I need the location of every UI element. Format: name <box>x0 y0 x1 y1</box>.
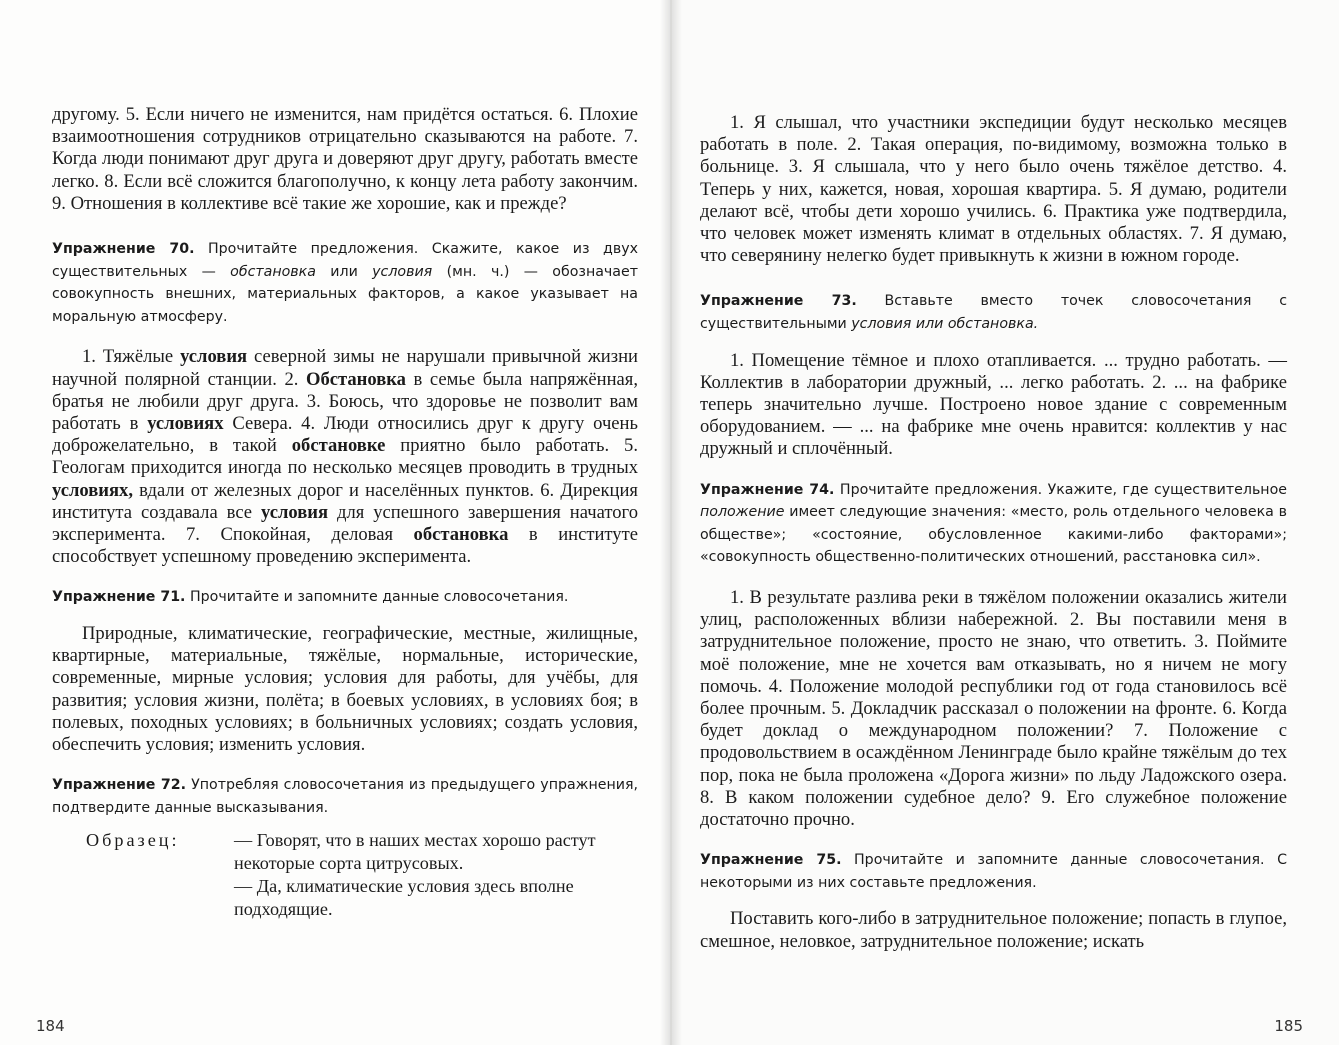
bold-term: обстановке <box>291 435 386 457</box>
exercise-73-label: Упражнение 73. <box>700 293 857 310</box>
sample-row <box>52 875 638 921</box>
exercise-75-label: Упражнение 75. <box>700 852 842 869</box>
sample-row <box>52 829 638 875</box>
exercise-70-text <box>52 346 638 568</box>
right-page <box>670 0 1339 1045</box>
exercise-74-instruction <box>700 479 1287 569</box>
right-column <box>700 112 1287 953</box>
bold-term: условиях, <box>52 479 134 501</box>
exercise-72-instruction <box>52 774 638 819</box>
instruction-text: Прочитайте и запомните данные словосочетания. С некоторыми из них составьте предложения. <box>700 852 1287 891</box>
exercise-70-instruction <box>52 238 638 328</box>
sample-spacer <box>52 875 234 921</box>
sentence-text: вдали от железных дорог и населённых пунктов. 6. Дирекция института создавала все <box>52 479 638 523</box>
bold-term: Обстановка <box>305 368 406 390</box>
exercise-74-label: Упражнение 74. <box>700 481 835 498</box>
instruction-text: Прочитайте и запомните данные словосочетания. <box>185 589 569 606</box>
exercise-72-sample <box>52 829 638 921</box>
left-column <box>52 104 638 921</box>
bold-term: условиях <box>147 413 224 434</box>
sentence-text: 1. Тяжёлые <box>82 346 181 368</box>
exercise-75-text: Поставить кого-либо в затруднительное положение; попасть в глупое, смешное, неловкое, затруднительное положение; искать <box>700 908 1287 952</box>
instruction-text: Прочитайте предложения. Укажите, где существительное <box>834 481 1287 498</box>
term-usloviya: условия <box>372 263 433 280</box>
bold-term: условия <box>180 346 248 368</box>
terms-usloviya-obstanovka: условия или обстановка. <box>851 316 1039 333</box>
book-gutter <box>660 0 682 1045</box>
instruction-text: (мн. ч.) — обозначает совокупность внешних, материальных факторов, а какое указывает на моральную атмосферу. <box>52 263 638 325</box>
sentence-text: в семье была напряжённая, братья не любили друг друга. 3. Боюсь, что здоровье не позволит вам работать в <box>52 368 638 434</box>
term-polozhenie: положение <box>700 504 785 521</box>
page-number-right: 185 <box>1274 1017 1303 1035</box>
exercise-73-text: 1. Помещение тёмное и плохо отапливается. ... трудно работать. — Коллектив в лаборатории дружный, ... легко работать. 2. ... на фабрике теперь значительно лучше. Построено новое здание с современным оборудованием. — ... на фабрике мне очень нравится: коллектив у нас дружный и сплочённый. <box>700 349 1287 460</box>
exercise-70-label: Упражнение 70. <box>52 241 195 258</box>
exercise-71-instruction <box>52 586 638 609</box>
instruction-text: или <box>315 263 373 280</box>
exercise-74-text: 1. В результате разлива реки в тяжёлом положении оказались жители улиц, расположенных вблизи набережной. 2. Вы поставили меня в затруднительное положение, просто не знаю, что ответить. 3. Поймите моё положение, мне не хочется вам отказывать, но я ничем не могу помочь. 4. Положение молодой республики год от года становилось всё более прочным. 5. Докладчик рассказал о положении на фронте. 6. Когда будет доклад о международном положении? 7. Положение с продовольствием в осаждённом Ленинграде было крайне тяжёлым до тех пор, пока не была проложена «Дорога жизни» по льду Ладожского озера. 8. В каком положении судебное дело? 9. Его служебное положение достаточно прочно. <box>700 587 1287 831</box>
sample-line-1: — Говорят, что в наших местах хорошо растут некоторые сорта цитрусовых. <box>234 830 596 874</box>
exercise-71-text: Природные, климатические, географические, местные, жилищные, квартирные, материальные, тяжёлые, нормальные, исторические, современные, мирные условия; условия для работы, для учёбы, для развития; условия жизни, полёта; в боевых условиях, в условиях боя; в полевых, походных условиях; в больничных условиях; создать условия, обеспечить условия; изменить условия. <box>52 623 638 756</box>
exercise-72-label: Упражнение 72. <box>52 777 187 794</box>
page-number-left: 184 <box>36 1017 65 1035</box>
sentence-text: для успешного завершения начатого эксперимента. 7. Спокойная, деловая <box>52 501 638 546</box>
instruction-text: Вставьте вместо точек словосочетания с существительными <box>700 293 1287 333</box>
instruction-text: Прочитайте предложения. Скажите, какое из двух существительных — <box>52 241 638 280</box>
bold-term: обстановка <box>413 524 509 546</box>
continuation-text: другому. 5. Если ничего не изменится, нам придётся остаться. 6. Плохие взаимоотношения сотрудников отрицательно сказываются на работе. 7. Когда люди понимают друг друга и доверяют друг другу, работать вместе легко. 8. Если всё сложится благополучно, к концу лета работу закончим. 9. Отношения в коллективе всё такие же хорошие, как и прежде? <box>52 104 638 214</box>
term-obstanovka: обстановка <box>230 263 316 280</box>
bold-term: условия <box>261 501 329 523</box>
continuation-text: 1. Я слышал, что участники экспедиции будут несколько месяцев работать в поле. 2. Такая операция, по-видимому, возможна только в больнице. 3. Я слышала, что у него было очень тяжёлое детство. 4. Теперь у них, кажется, новая, хорошая квартира. 5. Я думаю, родители делают всё, чтобы дети хорошо учились. 6. Практика уже подтвердила, что человек может изменять климат в отдельных областях. 7. Я думаю, что северянину нелегко будет привыкнуть к жизни в южном городе. <box>700 112 1287 267</box>
exercise-73-instruction <box>700 290 1287 335</box>
sample-label: Образец: <box>86 830 180 851</box>
sentence-text: в институте способствует успешному проведению эксперимента. <box>52 524 638 568</box>
instruction-text: имеет следующие значения: «место, роль отдельного человека в обществе»; «состояние, обусловленное какими-либо факторами»; «совокупность общественно-политических отношений, расстановка сил». <box>700 504 1287 566</box>
sample-line-2: — Да, климатические условия здесь вполне подходящие. <box>234 876 574 920</box>
exercise-71-label: Упражнение 71. <box>52 589 186 606</box>
exercise-75-instruction <box>700 849 1287 894</box>
instruction-text: Употребляя словосочетания из предыдущего упражнения, подтвердите данные высказывания. <box>52 777 639 816</box>
sentence-text: северной зимы не нарушали привычной жизни научной полярной станции. 2. <box>52 346 638 390</box>
sentence-text: приятно было работать. 5. Геологам приходится иногда по несколько месяцев проводить в трудных <box>52 435 639 479</box>
sentence-text: Севера. 4. Люди относились друг к другу очень доброжелательно, в такой <box>52 413 638 457</box>
